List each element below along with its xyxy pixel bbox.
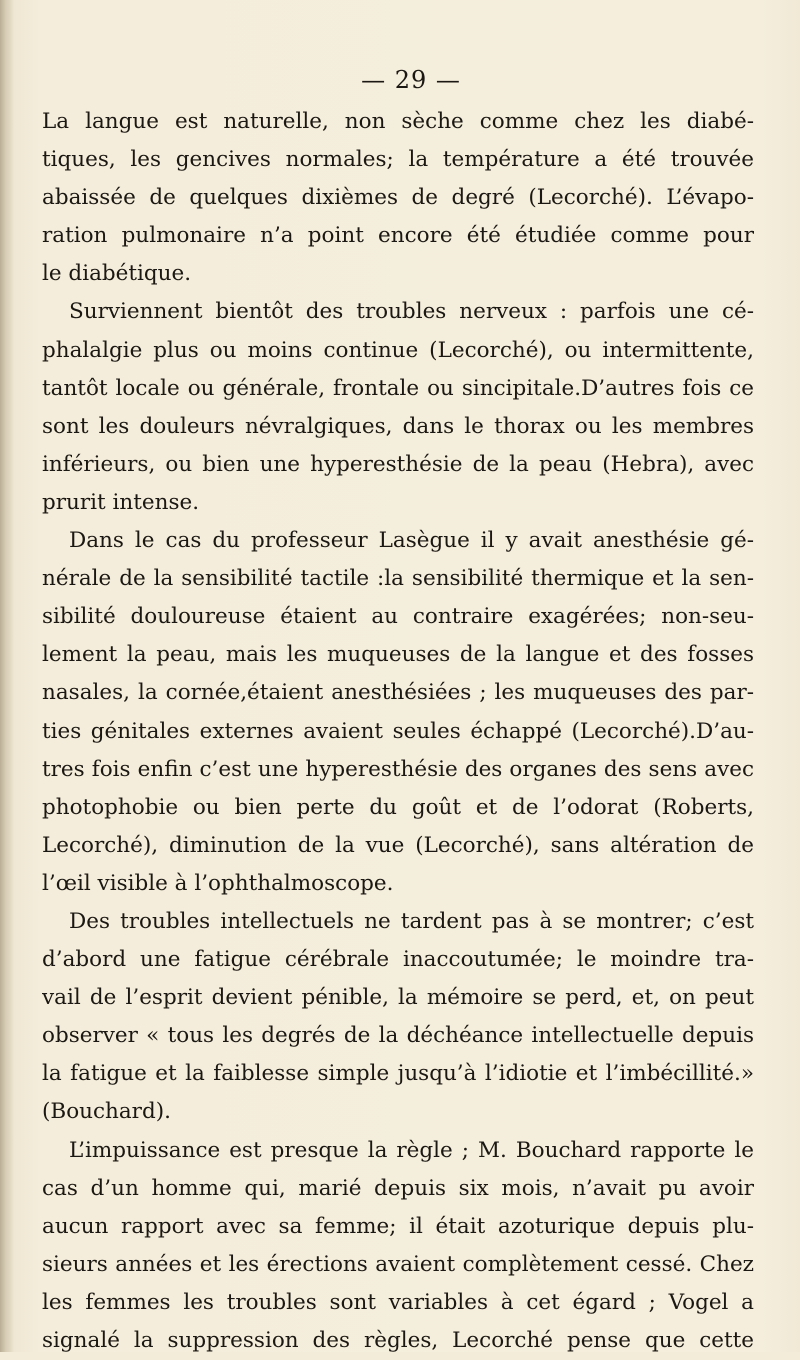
text-line: prurit intense. (42, 489, 200, 515)
text-line: cas d’un homme qui, marié depuis six mois, n’avait pu avoir (42, 1175, 754, 1201)
text-line: tantôt locale ou générale, frontale ou sincipitale.D’autres fois ce (42, 375, 754, 401)
text-line: tres fois enfin c’est une hyperesthésie des organes des sens avec (42, 756, 754, 782)
text-line: photophobie ou bien perte du goût et de l’odorat (Roberts, (42, 794, 754, 820)
text-line: nasales, la cornée,étaient anesthésiées ; les muqueuses des par- (42, 680, 754, 706)
text-line: (Bouchard). (42, 1099, 171, 1125)
text-line: sieurs années et les érections avaient complètement cessé. Chez (42, 1251, 754, 1277)
paragraph-start: Des troubles intellectuels ne tardent pas à se montrer; c’est (69, 908, 754, 934)
text-line: La langue est naturelle, non sèche comme chez les diabé- (42, 109, 754, 134)
paragraph-start: Surviennent bientôt des troubles nerveux : parfois une cé- (69, 299, 754, 325)
paragraph-start: Dans le cas du professeur Lasègue il y avait anesthésie gé- (69, 528, 754, 554)
text-line: abaissée de quelques dixièmes de degré (Lecorché). L’évapo- (42, 185, 754, 211)
text-line: l’œil visible à l’ophthalmoscope. (42, 870, 394, 896)
text-line: d’abord une fatigue cérébrale inaccoutumée; le moindre tra- (42, 947, 754, 973)
text-line: phalalgie plus ou moins continue (Lecorché), ou intermittente, (42, 337, 754, 363)
text-line: signalé la suppression des règles, Lecorché pense que cette (42, 1328, 754, 1353)
text-line: vail de l’esprit devient pénible, la mémoire se perd, et, on peut (42, 985, 754, 1011)
binding-shadow (0, 0, 14, 1352)
text-line: ration pulmonaire n’a point encore été étudiée comme pour (42, 223, 754, 249)
text-line: nérale de la sensibilité tactile :la sensibilité thermique et la sen- (42, 566, 754, 592)
page-number: — 29 — (361, 66, 461, 94)
text-line: tiques, les gencives normales; la température a été trouvée (42, 147, 754, 173)
text-line: aucun rapport avec sa femme; il était azoturique depuis plu- (42, 1213, 754, 1239)
text-line: Lecorché), diminution de la vue (Lecorché), sans altération de (42, 832, 754, 858)
text-line: sont les douleurs névralgiques, dans le thorax ou les membres (42, 413, 754, 439)
text-line: lement la peau, mais les muqueuses de la langue et des fosses (42, 642, 754, 668)
text-line: la fatigue et la faiblesse simple jusqu’à l’idiotie et l’imbécillité.» (42, 1061, 754, 1087)
text-line: les femmes les troubles sont variables à cet égard ; Vogel a (42, 1289, 754, 1315)
body-text (42, 103, 754, 1360)
text-line: observer « tous les degrés de la déchéance intellectuelle depuis (42, 1023, 754, 1049)
text-line: ties génitales externes avaient seules échappé (Lecorché).D’au- (42, 718, 754, 744)
text-line: inférieurs, ou bien une hyperesthésie de la peau (Hebra), avec (42, 451, 754, 477)
text-line: sibilité douloureuse étaient au contraire exagérées; non-seu- (42, 604, 754, 630)
text-line: le diabétique. (42, 261, 192, 287)
paragraph-start: L’impuissance est presque la règle ; M. Bouchard rapporte le (69, 1137, 754, 1163)
